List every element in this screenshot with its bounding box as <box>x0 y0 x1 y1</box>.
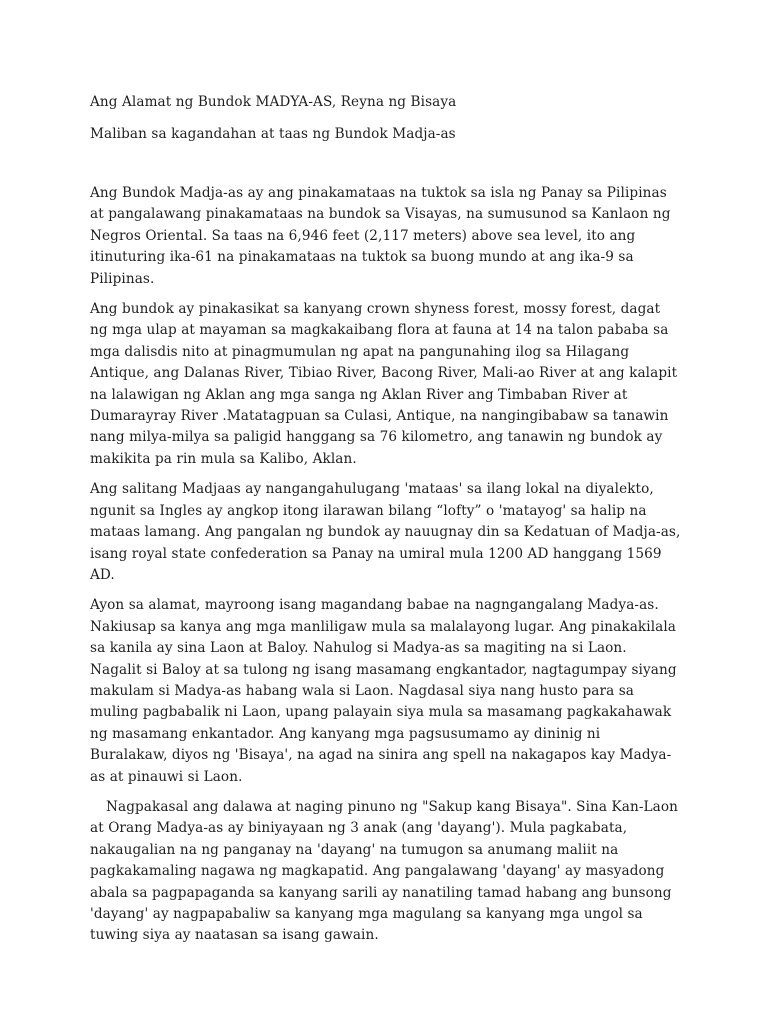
paragraph: Ang salitang Madjaas ay nangangahulugang 'mataas' sa ilang lokal na diyalekto, ngunit sa Ingles ay angkop itong ilarawan bilang “lofty” o 'matayog' sa halip na mataas lamang. Ang pangalan ng bundok ay nauugnay din sa Kedatuan of Madja-as, isang royal state confederation sa Panay na umiral mula 1200 AD hanggang 1569 AD. <box>90 481 681 583</box>
paragraph: Ayon sa alamat, mayroong isang magandang babae na nagngangalang Madya-as. Nakiusap sa kanya ang mga manliligaw mula sa malalayong lugar. Ang pinakakilala sa kanila ay sina Laon at Baloy. Nahulog si Madya-as sa magiting na si Laon. Nagalit si Baloy at sa tulong ng isang masamang engkantador, nagtagumpay siyang makulam si Madya-as habang wala si Laon. Nagdasal siya nang husto para sa muling pagbabalik ni Laon, upang palayain siya mula sa masamang pagkakahawak ng masamang enkantador. Ang kanyang mga pagsusumamo ay dininig ni Buralakaw, diyos ng 'Bisaya', na agad na sinira ang spell na nakagapos kay Madya-as at pinauwi si Laon. <box>90 597 677 785</box>
paragraph: Nagpakasal ang dalawa at naging pinuno ng "Sakup kang Bisaya". Sina Kan-Laon at Orang Madya-as ay biniyayaan ng 3 anak (ang 'dayang'). Mula pagkabata, nakaugalian na ng panganay na 'dayang' na tumugon sa anumang maliit na pagkakamaling nagawa ng magkapatid. Ang pangalawang 'dayang' ay masyadong abala sa pagpapaganda sa kanyang sarili ay nanatiling tamad habang ang bunsong 'dayang' ay nagpapabaliw sa kanyang mga magulang sa kanyang mga ungol sa tuwing siya ay naatasan sa isang gawain. <box>90 798 678 944</box>
document-body <box>90 183 682 956</box>
document-title: Ang Alamat ng Bundok MADYA-AS, Reyna ng Bisaya <box>90 94 457 110</box>
paragraph: Ang bundok ay pinakasikat sa kanyang crown shyness forest, mossy forest, dagat ng mga ulap at mayaman sa magkakaibang flora at fauna at 14 na talon pababa sa mga dalisdis nito at pinagmumulan ng apat na pangunahing ilog sa Hilagang Antique, ang Dalanas River, Tibiao River, Bacong River, Mali-ao River at ang kalapit na lalawigan ng Aklan ang mga sanga ng Aklan River ang Timbaban River at Dumarayray River .Matatagpuan sa Culasi, Antique, na nangingibabaw sa tanawin nang milya-milya sa paligid hanggang sa 76 kilometro, ang tanawin ng bundok ay makikita pa rin mula sa Kalibo, Aklan. <box>90 301 678 467</box>
paragraph: Ang Bundok Madja-as ay ang pinakamataas na tuktok sa isla ng Panay sa Pilipinas at pangalawang pinakamataas na bundok sa Visayas, na sumusunod sa Kanlaon ng Negros Oriental. Sa taas na 6,946 feet (2,117 meters) above sea level, ito ang itinuturing ika-61 na pinakamataas na tuktok sa buong mundo at ang ika-9 sa Pilipinas. <box>90 185 671 287</box>
document-subtitle: Maliban sa kagandahan at taas ng Bundok Madja-as <box>90 126 456 142</box>
